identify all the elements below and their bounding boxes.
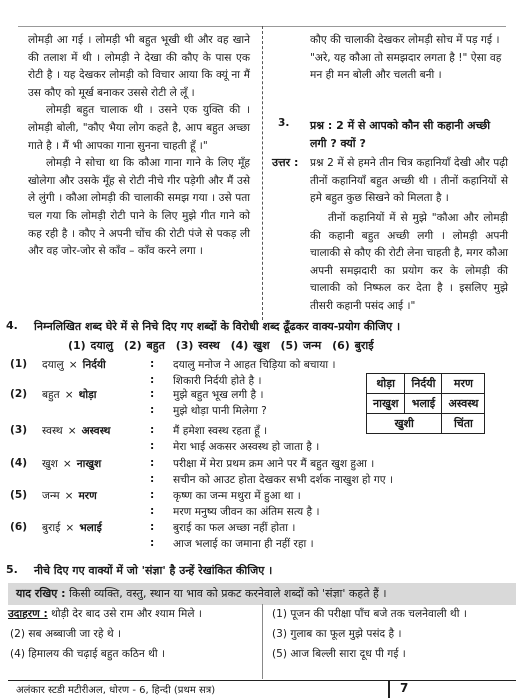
example-sentence: शिकारी निर्दयी होते है । — [173, 375, 262, 387]
pair-number: (2) — [10, 388, 28, 400]
antonym-pair — [42, 489, 97, 503]
example-sentence: आज भलाई का जमाना ही नहीं रहा । — [173, 538, 314, 550]
example-sentence: मेरा भाई अकसर अस्वस्थ हो जाता है । — [173, 441, 320, 453]
times-sign: × — [65, 522, 75, 534]
remember-box — [8, 583, 516, 605]
pair-number: (4) — [10, 457, 28, 469]
box-word: नाखुश — [367, 394, 405, 414]
times-sign: × — [64, 490, 74, 502]
box-word: थोड़ा — [367, 374, 405, 394]
base-word: खुश — [42, 458, 58, 470]
example-sentence: (5) आज बिल्ली सारा दूध पी गई । — [272, 648, 406, 660]
antonym-pair — [42, 521, 102, 535]
word-item: (2) बहुत — [123, 339, 165, 352]
colon: : — [150, 388, 155, 400]
word-item: (3) स्वस्थ — [175, 339, 220, 352]
example-sentence: दयालु मनोज ने आहत चिड़िया को बचाया । — [173, 359, 336, 371]
colon: : — [150, 457, 155, 469]
box-word: अस्वस्थ — [442, 394, 485, 414]
base-word: जन्म — [42, 490, 60, 502]
example-row — [8, 607, 202, 621]
page-number: 7 — [400, 681, 409, 695]
remember-label: याद रखिए : — [16, 587, 66, 600]
word-item: (1) दयालु — [68, 339, 114, 352]
example-sentence: (4) हिमालय की चढ़ाई बहुत कठिन थी । — [10, 648, 166, 660]
colon: : — [150, 440, 155, 452]
colon: : — [150, 424, 155, 436]
antonym-word-box — [366, 373, 485, 434]
examples-divider — [262, 604, 263, 679]
example-sentence: कृष्ण का जन्म मथुरा में हुआ था । — [173, 490, 301, 502]
times-sign: × — [67, 425, 77, 437]
pair-number: (5) — [10, 489, 28, 501]
example-sentence: थोड़ी देर बाद उसे राम और श्याम मिले । — [51, 608, 202, 620]
colon: : — [150, 473, 155, 485]
remember-text: किसी व्यक्ति, वस्तु, स्थान या भाव को प्रकट करनेवाले शब्दों को 'संज्ञा' कहते हैं । — [69, 587, 387, 600]
example-sentence: (2) सब अब्बाजी जा रहे थे । — [10, 628, 121, 640]
base-word: स्वस्थ — [42, 425, 63, 437]
colon: : — [150, 489, 155, 501]
question-5-heading: नीचे दिए गए वाक्यों में जो 'संज्ञा' है उन्हें रेखांकित कीजिए । — [34, 564, 273, 577]
opposite-word: निर्दयी — [82, 359, 106, 371]
page-footer — [8, 680, 516, 698]
colon: : — [150, 374, 155, 386]
question-4-heading: निम्नलिखित शब्द घेरे में से निचे दिए गए शब्दों के विरोधी शब्द ढूँढकर वाक्य-प्रयोग कीजिए । — [34, 320, 401, 333]
times-sign: × — [68, 359, 78, 371]
colon: : — [150, 358, 155, 370]
box-word: भलाई — [405, 394, 442, 414]
question-3 — [310, 117, 510, 152]
example-sentence: परीक्षा में मेरा प्रथम क्रम आने पर मैं बहुत खुश हुआ । — [173, 458, 375, 470]
opposite-word: अस्वस्थ — [81, 425, 111, 437]
antonym-pair — [42, 424, 110, 438]
word-item: (4) खुश — [230, 339, 270, 352]
box-word: मरण — [442, 374, 485, 394]
example-sentence: बुराई का फल अच्छा नहीं होता । — [173, 522, 296, 534]
footer-divider — [388, 681, 390, 698]
question-text: 2 में से आपको कौन सी कहानी अच्छी लगी ? क्यों ? — [310, 119, 491, 150]
colon: : — [150, 505, 155, 517]
story-continuation: कौए की चालाकी देखकर लोमड़ी सोच में पड़ गई । "अरे, यह कौआ तो समझदार लगता है !" ऐसा वह मन ही मन बोली और चलती बनी । — [310, 34, 502, 82]
times-sign: × — [62, 458, 72, 470]
box-word: खुशी — [367, 414, 442, 434]
antonym-pair — [42, 358, 106, 372]
example-sentence: मरण मनुष्य जीवन का अंतिम सत्य है । — [173, 506, 320, 518]
opposite-word: नाखुश — [76, 458, 102, 470]
box-word: निर्दयी — [405, 374, 442, 394]
antonym-pair — [42, 388, 97, 402]
question-5-number: 5. — [6, 563, 18, 576]
examples-label: उदाहरण : — [8, 608, 48, 620]
answer-label: उत्तर : — [272, 156, 299, 169]
question-3-number: 3. — [278, 117, 290, 129]
answer-body: तीनों कहानियों में से मुझे "कौआ और लोमड़ी की कहानी बहुत अच्छी लगी । लोमड़ी अपनी चालाकी से कौए की रोटी लेना चाहती है, मगर कौआ अपनी समझदारी का प्रयोग कर के लोमड़ी की चालाकी को निष्फल कर देता है । इसलिए मुझे तीसरी कहानी पसंद आई ।" — [310, 212, 508, 312]
word-item: (5) जन्म — [280, 339, 322, 352]
word-list — [68, 338, 380, 353]
base-word: बुराई — [42, 522, 61, 534]
colon: : — [150, 521, 155, 533]
left-column — [28, 32, 250, 261]
colon: : — [150, 537, 155, 549]
opposite-word: भलाई — [79, 522, 102, 534]
story-paragraph: लोमड़ी बहुत चालाक थी । उसने एक युक्ति की । लोमड़ी बोली, "कौए भैया लोग कहते है, आप बहुत अच्छा गाते है । मैं भी आपका गाना सुनना चाहती हूँ ।" — [28, 104, 250, 152]
footer-text: अलंकार स्टडी मटीरीअल, धोरण - 6, हिन्दी (प्रथम सत्र) — [16, 685, 216, 696]
story-paragraph: लोमड़ी ने सोचा था कि कौआ गाना गाने के लिए मूँह खोलेगा और उसके मूँह से रोटी नीचे गीर पड़ेगी और मैं उसे ले लुंगी । कौआ लोमड़ी की चालाकी समझ गया । उसे पता चल गया कि लोमड़ी रोटी पाने के लिए मुझे गीत गाने को कह रही है । कौए ने अपनी चोंच की रोटी पंजे से पकड़ ली और वह जोर-जोर से काँव – काँव करने लगा । — [28, 157, 250, 258]
question-4-number: 4. — [6, 319, 18, 332]
pair-number: (3) — [10, 424, 28, 436]
story-paragraph: लोमड़ी आ गई । लोमड़ी भी बहुत भूखी थी और वह खाने की तलाश में थी । लोमड़ी ने देखा की कौए के पास एक रोटी है । यह देखकर लोमड़ी को विचार आया कि क्यूं ना मैं उस कौए को मूर्ख बनाकर उससे रोटी ले लूँ । — [28, 34, 250, 99]
times-sign: × — [64, 389, 74, 401]
example-sentence: (3) गुलाब का फूल मुझे पसंद है । — [272, 628, 402, 640]
colon: : — [150, 404, 155, 416]
example-sentence: मुझे थोड़ा पानी मिलेगा ? — [173, 405, 267, 417]
pair-number: (6) — [10, 521, 28, 533]
example-sentence: सचीन को आउट होता देखकर सभी दर्शक नाखुश हो गए । — [173, 474, 393, 486]
pair-number: (1) — [10, 358, 28, 370]
antonym-pair — [42, 457, 101, 471]
base-word: दयालु — [42, 359, 64, 371]
answer-intro: प्रश्न 2 में से हमने तीन चित्र कहानियाँ देखी और पढ़ी तीनों कहानियाँ बहुत अच्छी थी । तीनों कहानियों से हमे बहुत कुछ सिखने को मिलता है । — [310, 157, 508, 205]
box-word: चिंता — [442, 414, 485, 434]
word-item: (6) बुराई — [332, 339, 374, 352]
base-word: बहुत — [42, 389, 60, 401]
example-sentence: (1) पूजन की परीक्षा पाँच बजे तक चलनेवाली थी । — [272, 608, 467, 620]
column-divider — [262, 26, 263, 320]
question-label: प्रश्न : — [310, 119, 333, 132]
opposite-word: मरण — [78, 490, 97, 502]
opposite-word: थोड़ा — [78, 389, 97, 401]
example-sentence: मुझे बहुत भूख लगी है । — [173, 389, 264, 401]
example-sentence: मैं हमेशा स्वस्थ रहता हूँ । — [173, 425, 268, 437]
